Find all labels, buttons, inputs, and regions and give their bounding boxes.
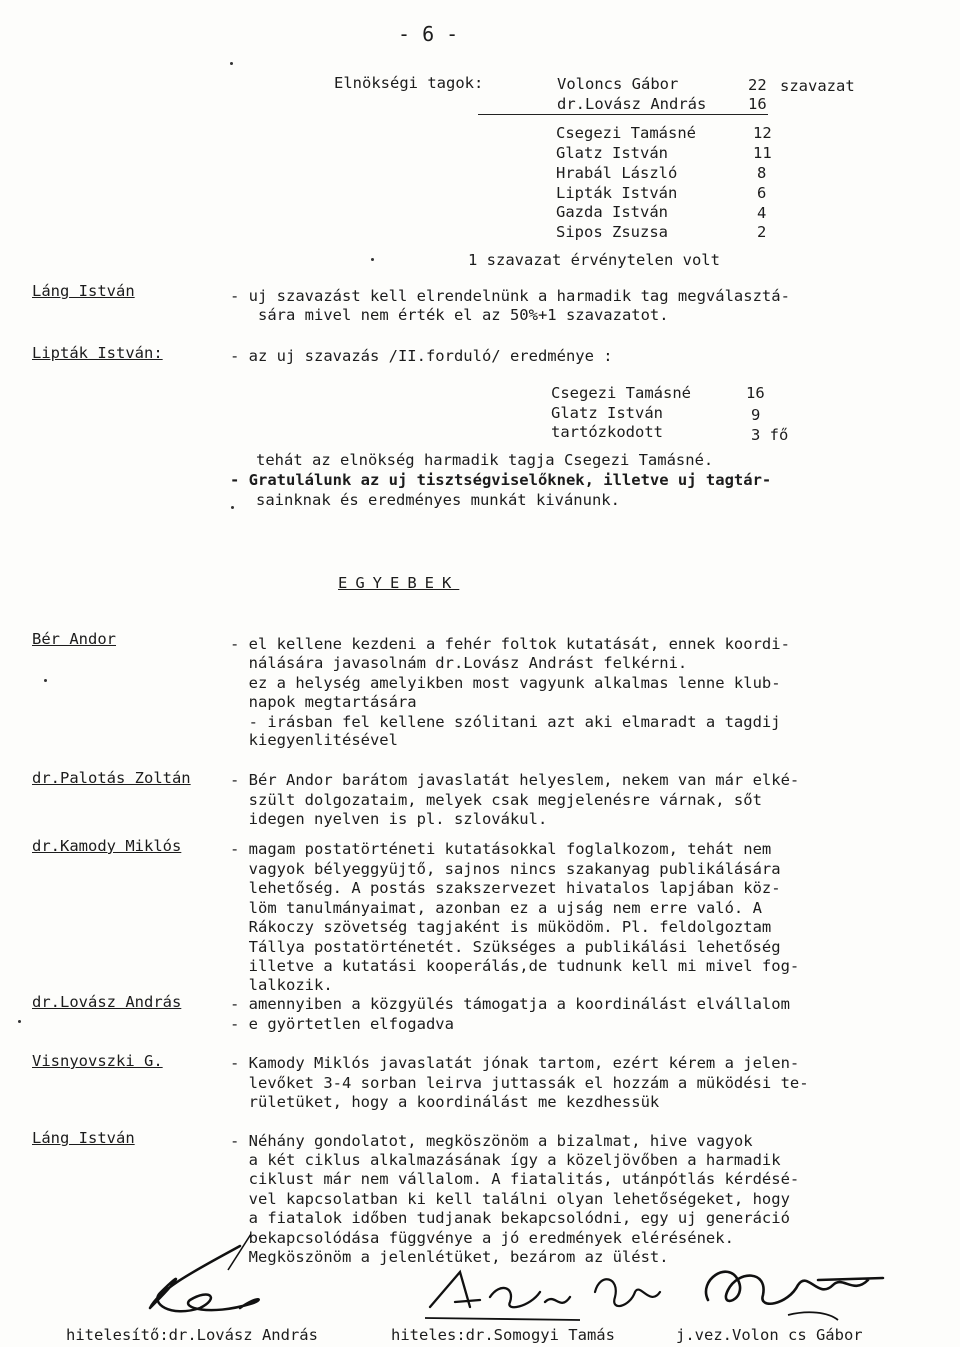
candidate-name: Hrabál László xyxy=(556,164,678,182)
speaker-name: Láng István xyxy=(32,1129,135,1147)
scan-speck xyxy=(231,506,234,509)
speech-line: - Kamody Miklós javaslatát jónak tartom, ezért kérem a jelen- xyxy=(230,1054,800,1072)
candidate-votes: 12 xyxy=(753,124,772,142)
speech-line: sára mivel nem érték el az 50%+1 szavazatot. xyxy=(258,306,669,324)
vote-unit-label: szavazat xyxy=(780,77,855,95)
speech-line: Megköszönöm a jelenlétüket, bezárom az ülést. xyxy=(230,1248,669,1266)
speech-line: rületüket, hogy a koordinálást me kezdhessük xyxy=(230,1093,660,1111)
signature-lovasz xyxy=(90,1238,320,1328)
candidate-votes: 2 xyxy=(757,223,767,241)
speech-line: - irásban fel kellene szólitani azt aki elmaradt a tagdij xyxy=(230,713,781,731)
scan-speck xyxy=(230,62,233,65)
speech-line: löm tanulmányaimat, azonban ez a ujság nem erre való. A xyxy=(230,899,762,917)
speech-line: napok megtartására xyxy=(230,693,417,711)
section-heading: EGYEBEK xyxy=(338,574,460,592)
conclusion-line: - Gratulálunk az uj tisztségviselőknek, illetve uj tagtár- xyxy=(230,471,772,489)
speech-line: Tállya postatörténetét. Szükséges a publikálási lehetőség xyxy=(230,938,781,956)
speaker-name: dr.Lovász András xyxy=(32,993,182,1011)
candidate-name: Voloncs Gábor xyxy=(557,75,679,93)
speech-line: nálására javasolnám dr.Lovász Andrást felkérni. xyxy=(230,654,688,672)
speaker-name: Lipták István: xyxy=(32,344,163,362)
results-underline xyxy=(478,114,768,115)
speech-line: - uj szavazást kell elrendelnünk a harmadik tag megválasztá- xyxy=(230,287,790,305)
candidate-name: Sipos Zsuzsa xyxy=(556,223,668,241)
candidate-votes: 16 xyxy=(748,95,767,113)
speech-line: szült dolgozataim, melyek csak megjelenésre várnak, sőt xyxy=(230,791,762,809)
candidate-name: Csegezi Tamásné xyxy=(556,124,696,142)
speaker-name: Visnyovszki G. xyxy=(32,1052,163,1070)
invalid-vote-note: 1 szavazat érvénytelen volt xyxy=(468,251,720,269)
signature-volon xyxy=(688,1250,888,1330)
page-number: - 6 - xyxy=(398,22,459,46)
speech-line: vagyok bélyeggyüjtő, sajnos nincs szakanyag publikálására xyxy=(230,860,781,878)
speaker-name: Láng István xyxy=(32,282,135,300)
candidate-votes: 4 xyxy=(757,204,767,222)
candidate-votes: 11 xyxy=(753,144,772,162)
speech-line: illetve a kutatási kooperálás,de tudnunk kell mi mivel fog- xyxy=(230,957,800,975)
result-count: 16 xyxy=(746,384,765,402)
speech-line: - amennyiben a közgyülés támogatja a koordinálást elvállalom xyxy=(230,995,790,1013)
candidate-votes: 22 xyxy=(748,76,767,94)
speech-line: ciklust már nem vállalom. A fiatalitás, utánpótlás kérdésé- xyxy=(230,1170,800,1188)
speaker-name: dr.Kamody Miklós xyxy=(32,837,182,855)
scan-speck xyxy=(18,1020,21,1023)
footer-chair: j.vez.Volon cs Gábor xyxy=(676,1326,863,1344)
scan-speck xyxy=(44,679,47,682)
signature-somogyi xyxy=(420,1262,690,1332)
presidium-label: Elnökségi tagok: xyxy=(334,74,484,92)
speech-line: ez a helység amelyikben most vagyunk alkalmas lenne klub- xyxy=(230,674,781,692)
conclusion-line: sainknak és eredményes munkát kivánunk. xyxy=(256,491,620,509)
speech-line: vel kapcsolatban ki kell találni olyan lehetőségeket, hogy xyxy=(230,1190,790,1208)
speech-line: a fiatalok időben tudjanak bekapcsolódni, egy uj generáció xyxy=(230,1209,790,1227)
speech-line: - magam postatörténeti kutatásokkal foglalkozom, tehát nem xyxy=(230,840,772,858)
candidate-name: Lipták István xyxy=(556,184,678,202)
result-name: tartózkodott xyxy=(551,423,663,441)
speech-line: - Néhány gondolatot, megköszönöm a bizalmat, hive vagyok xyxy=(230,1132,753,1150)
speech-line: - az uj szavazás /II.forduló/ eredménye : xyxy=(230,347,613,365)
footer-certifier: hitelesítő:dr.Lovász András xyxy=(66,1326,318,1344)
speech-line: Rákoczy szövetség tagjaként is müködöm. Pl. feldolgoztam xyxy=(230,918,772,936)
speech-line: a két ciklus alkalmazásának így a közeljövőben a harmadik xyxy=(230,1151,781,1169)
pen-stroke xyxy=(225,1232,255,1272)
result-count: 9 xyxy=(751,406,761,424)
result-name: Glatz István xyxy=(551,404,663,422)
footer-certified: hiteles:dr.Somogyi Tamás xyxy=(391,1326,615,1344)
candidate-name: Gazda István xyxy=(556,203,668,221)
speech-line: kiegyenlitésével xyxy=(230,731,398,749)
speech-line: - el kellene kezdeni a fehér foltok kutatását, ennek koordi- xyxy=(230,635,790,653)
candidate-votes: 6 xyxy=(757,184,767,202)
candidate-name: dr.Lovász András xyxy=(557,95,707,113)
result-count: 3 fő xyxy=(751,426,789,444)
scan-speck xyxy=(371,258,374,261)
speaker-name: Bér Andor xyxy=(32,630,116,648)
result-name: Csegezi Tamásné xyxy=(551,384,691,402)
speaker-name: dr.Palotás Zoltán xyxy=(32,769,191,787)
speech-line: levőket 3-4 sorban leirva juttassák el hozzám a müködési te- xyxy=(230,1074,809,1092)
speech-line: - Bér Andor barátom javaslatát helyeslem, nekem van már elké- xyxy=(230,771,800,789)
candidate-name: Glatz István xyxy=(556,144,668,162)
speech-line: idegen nyelven is pl. szlovákul. xyxy=(230,810,548,828)
speech-line: - e györtetlen elfogadva xyxy=(230,1015,454,1033)
speech-line: lalkozik. xyxy=(230,976,333,994)
speech-line: lehetőség. A postás szakszervezet hivatalos lapjában köz- xyxy=(230,879,781,897)
candidate-votes: 8 xyxy=(757,164,767,182)
speech-line: bekapcsolódása függvénye a jó eredmények elérésének. xyxy=(230,1229,734,1247)
conclusion-line: tehát az elnökség harmadik tagja Csegezi Tamásné. xyxy=(256,451,714,469)
